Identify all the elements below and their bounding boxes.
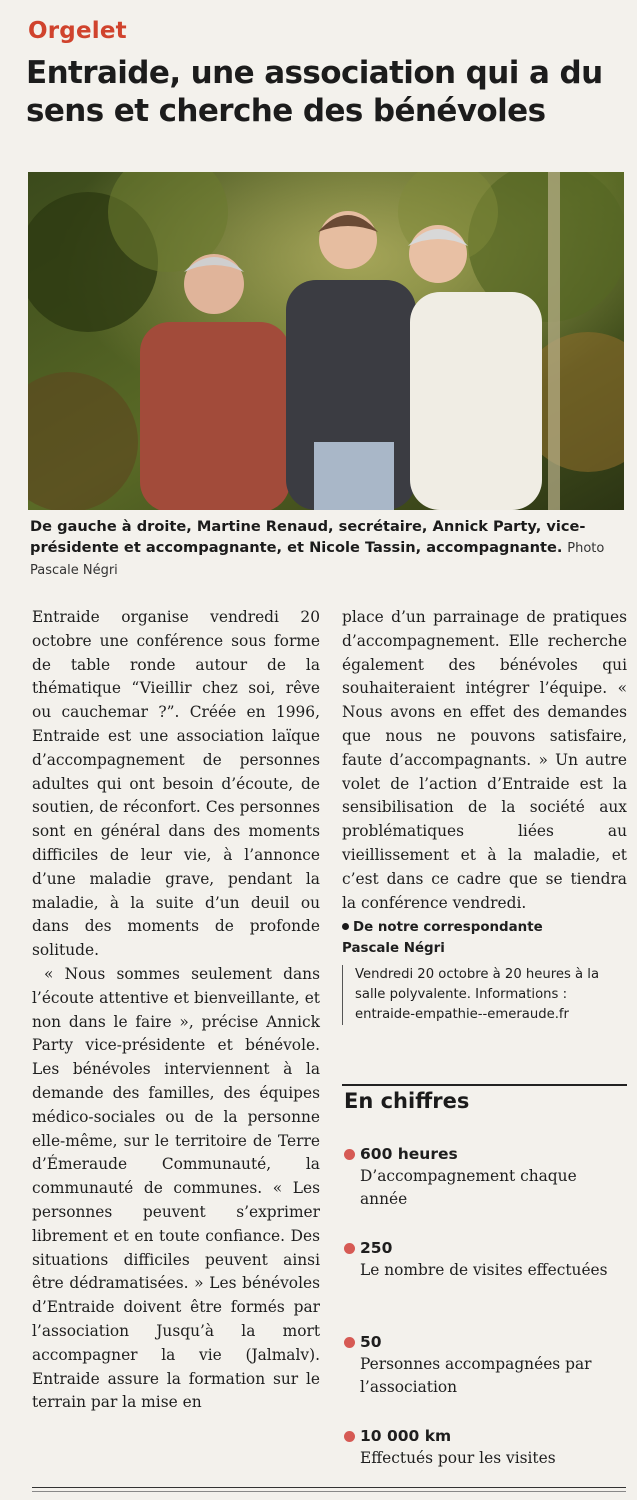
paragraph-1: Entraide organise vendredi 20 octobre une conférence sous forme de table ronde autour de la thématique “Vieillir chez soi, rêve ou cauchemar ?”. Créée en 1996, Entraide est une association laïque d’accompagnement de personnes adultes qui ont besoin d’écoute, de soutien, de réconfort. Ces personnes sont en général dans des moments difficiles de leur vie, à l’annonce d’une maladie grave, pendant la maladie, à la suite d’un deuil ou dans des moments de profonde solitude. [32, 608, 320, 960]
figure-description: D’accompagnement chaque année [360, 1167, 577, 1208]
paragraph-2: « Nous sommes seulement dans l’écoute attentive et bienveillante, et non dans le faire », précise Annick Party vice-présidente et bénévole. Les bénévoles interviennent à la demande des familles, des équipes médico-sociales ou de la personne elle-même, sur le territoire de Terre d’Émeraude Communauté, la communauté de communes. « Les personnes peuvent s’exprimer librement et en toute confiance. Des situations difficiles peuvent ainsi être dédramatisées. » Les bénévoles d’Entraide doivent être formés par l’association Jusqu’à la mort accompagner la vie (Jalmalv). Entraide assure la formation sur le terrain par la mise en [32, 964, 320, 1412]
figure-item [344, 1331, 624, 1399]
bottom-divider-secondary [32, 1491, 626, 1492]
figure-value: 600 heures [360, 1145, 458, 1163]
event-info: Vendredi 20 octobre à 20 heures à la salle polyvalente. Informations : entraide-empathie--emeraude.fr [342, 965, 627, 1025]
caption-text: De gauche à droite, Martine Renaud, secrétaire, Annick Party, vice-présidente et accompagnante, et Nicole Tassin, accompagnante. [30, 518, 586, 556]
photo-caption [30, 516, 630, 581]
bullet-icon [344, 1337, 355, 1348]
figure-description: Effectués pour les visites [360, 1449, 556, 1467]
bullet-icon [344, 1243, 355, 1254]
byline-dot-icon [342, 923, 349, 930]
figure-value: 250 [360, 1239, 393, 1257]
article-column-2 [342, 606, 627, 1025]
article-photo [28, 172, 624, 510]
figure-description: Personnes accompagnées par l’association [360, 1355, 592, 1396]
article-column-1 [32, 606, 320, 1415]
figure-item [344, 1237, 624, 1282]
bottom-divider [32, 1487, 626, 1488]
bullet-icon [344, 1149, 355, 1160]
byline [342, 917, 627, 959]
bullet-icon [344, 1431, 355, 1442]
figures-title: En chiffres [344, 1089, 470, 1113]
byline-role: De notre correspondante [353, 920, 543, 936]
figure-value: 50 [360, 1333, 382, 1351]
figures-divider [342, 1084, 627, 1086]
photo-illustration [28, 172, 624, 510]
byline-author: Pascale Négri [342, 941, 445, 957]
paragraph-3: place d’un parrainage de pratiques d’accompagnement. Elle recherche également des bénévoles qui souhaiteraient intégrer l’équipe. « Nous avons en effet des demandes que nous ne pouvons satisfaire, faute d’accompagnants. » Un autre volet de l’action d’Entraide est la sensibilisation de la société aux problématiques liées au vieillissement et à la maladie, et c’est dans ce cadre que se tiendra la conférence vendredi. [342, 608, 627, 912]
section-kicker: Orgelet [28, 18, 127, 44]
photo-credit: Photo Pascale Négri [30, 541, 605, 578]
figure-item [344, 1143, 624, 1211]
article-headline: Entraide, une association qui a du sens et cherche des bénévoles [26, 55, 603, 129]
figure-description: Le nombre de visites effectuées [360, 1261, 608, 1279]
figure-item [344, 1425, 624, 1470]
figure-value: 10 000 km [360, 1427, 452, 1445]
